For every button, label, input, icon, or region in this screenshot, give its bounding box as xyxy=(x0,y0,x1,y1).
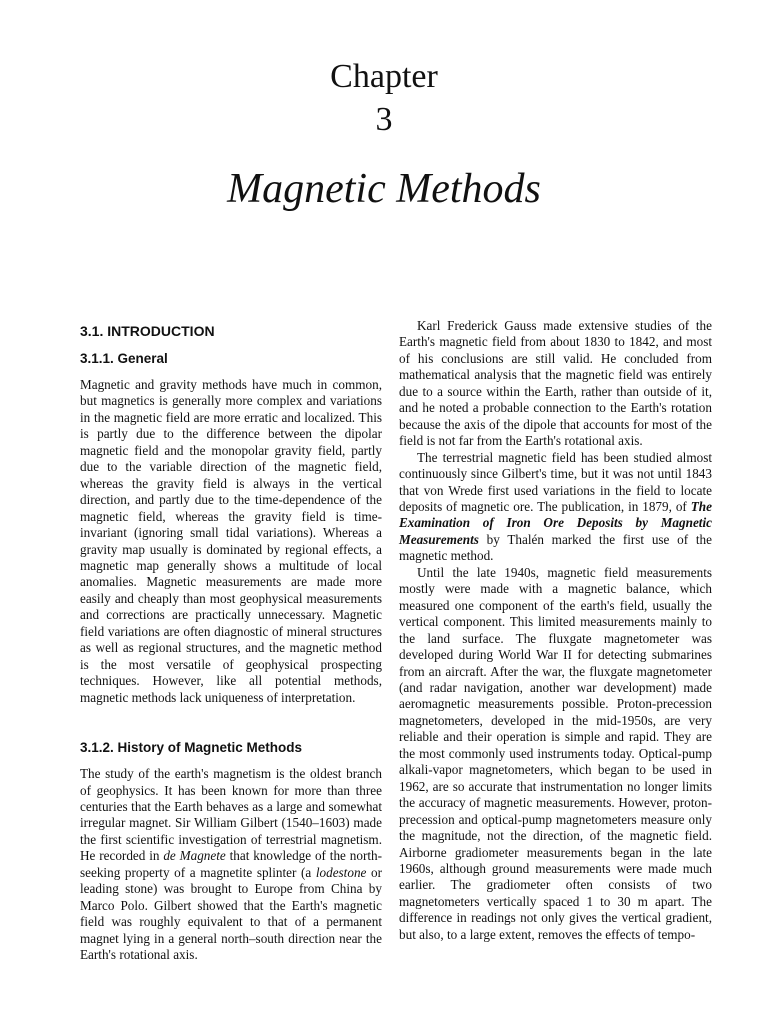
subsection-heading-general: 3.1.1. General xyxy=(80,351,168,366)
terrestrial-text-2: by Thalén marked the first use of the magnetic method. xyxy=(399,531,712,564)
terrestrial-book-title: The Examination of Iron Ore Deposits by Magnetic Measurements xyxy=(399,498,712,547)
paragraph-history xyxy=(80,766,382,963)
left-column xyxy=(80,318,382,964)
chapter-number: 3 xyxy=(375,101,393,138)
paragraph-instruments: Until the late 1940s, magnetic field measurements mostly were made with a magnetic balance, which measured one component of the earth's field, usually the vertical component. This limited measurements mainly to the land surface. The fluxgate magnetometer was developed during World War II for detecting submarines from an aircraft. After the war, the fluxgate magnetometer (and radar navigation, another war development) made aeromagnetic measurements possible. Proton-precession magnetometers, developed in the mid-1950s, are very reliable and their operation is simple and rapid. They are the most commonly used instruments today. Optical-pump alkali-vapor magnetometers, which began to be used in 1962, are so accurate that instrumentation no longer limits the accuracy of magnetic measurements. However, proton-precession and optical-pump magnetometers measure only the magnitude, not the direction, of the magnetic field. Airborne gradiometer measurements began in the late 1960s, although ground measurements were made much earlier. The gradiometer often consists of two magnetometers vertically spaced 1 to 30 m apart. The difference in readings not only gives the vertical gradient, but also, to a large extent, removes the effects of tempo- xyxy=(399,564,712,942)
chapter-title: Magnetic Methods xyxy=(227,166,541,212)
paragraph-terrestrial xyxy=(399,450,712,565)
history-work-title: de Magnete xyxy=(163,848,226,864)
paragraph-gauss: Karl Frederick Gauss made extensive studies of the Earth's magnetic field from about 1830 to 1842, and most of his conclusions are still valid. He concluded from mathematical analysis that the magnetic field was entirely due to a source within the Earth, rather than outside of it, and he noted a probable connection to the Earth's rotation because the axis of the dipole that accounts for most of the field is not far from the Earth's rotational axis. xyxy=(399,318,712,449)
history-text-3: or leading stone) was brought to Europe from China by Marco Polo. Gilbert showed that the Earth's magnetic field was roughly equivalent to that of a permanent magnet lying in a general north–south direction near the Earth's rotational axis. xyxy=(80,864,382,963)
terrestrial-text-1: The terrestrial magnetic field has been studied almost continuously since Gilbert's time, but it was not until 1843 that von Wrede first used variations in the field to locate deposits of magnetic ore. The publication, in 1879, of xyxy=(399,449,712,514)
subsection-heading-history: 3.1.2. History of Magnetic Methods xyxy=(80,740,303,756)
right-column xyxy=(399,318,712,943)
section-heading-introduction: 3.1. INTRODUCTION xyxy=(80,323,215,339)
chapter-word: Chapter xyxy=(330,58,438,95)
paragraph-general: Magnetic and gravity methods have much in common, but magnetics is generally more complex and variations in the magnetic field are more erratic and localized. This is partly due to the difference between the dipolar magnetic field and the monopolar gravity field, partly due to the variable direction of the magnetic field, whereas the gravity field is always in the vertical direction, and partly due to the time-dependence of the magnetic field, whereas the gravity field is time-invariant (ignoring small tidal variations). Whereas a gravity map usually is dominated by regional effects, a magnetic map generally shows a multitude of local anomalies. Magnetic measurements are made more easily and cheaply than most geophysical measurements and corrections are practically unnecessary. Magnetic field variations are often diagnostic of mineral structures as well as regional structures, and the magnetic method is the most versatile of geophysical prospecting techniques. However, like all potential methods, magnetic methods lack uniqueness of interpretation. xyxy=(80,377,382,705)
history-term-lodestone: lodestone xyxy=(315,864,367,880)
history-text-1: The study of the earth's magnetism is the oldest branch of geophysics. It has been known for more than three centuries that the Earth behaves as a large and somewhat irregular magnet. Sir William Gilbert (1540–1603) made the first scientific investigation of terrestrial magnetism. He recorded in xyxy=(80,766,382,864)
history-text-2: that knowledge of the north-seeking property of a magnetite splinter (a xyxy=(80,848,382,880)
